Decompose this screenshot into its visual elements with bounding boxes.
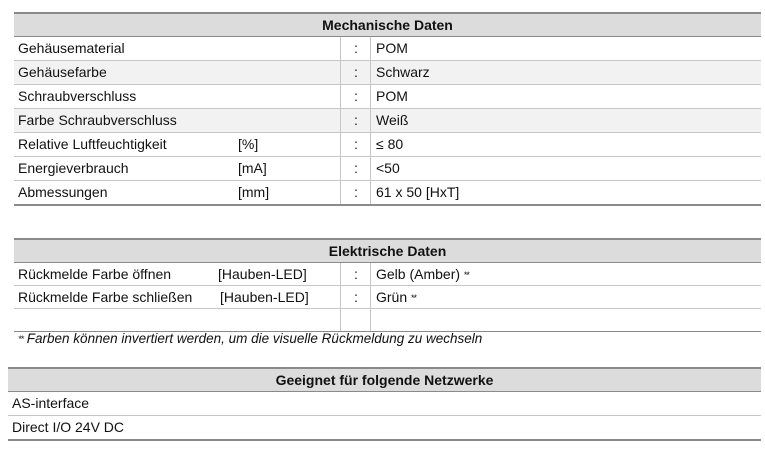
table-row — [14, 61, 761, 85]
table-row — [14, 133, 761, 157]
row-separator: : — [354, 160, 358, 176]
row-separator: : — [354, 266, 358, 282]
electrical-section — [14, 238, 761, 332]
row-label: Gehäusefarbe — [18, 64, 107, 80]
row-label: Energieverbrauch — [18, 160, 129, 176]
mechanical-header: Mechanische Daten — [14, 12, 761, 37]
row-unit: [Hauben-LED] — [218, 266, 307, 282]
row-unit: [mA] — [238, 160, 267, 176]
network-name: AS-interface — [12, 395, 90, 411]
row-separator: : — [354, 40, 358, 56]
row-unit: [mm] — [238, 184, 270, 200]
mechanical-section — [14, 12, 761, 206]
row-value — [376, 286, 416, 308]
row-label: Relative Luftfeuchtigkeit — [18, 136, 167, 152]
row-value: 61 x 50 [HxT] — [376, 184, 460, 200]
row-separator: : — [354, 136, 358, 152]
footnote-mark: ** — [411, 293, 417, 303]
row-label: Abmessungen — [18, 184, 108, 200]
table-row — [14, 263, 761, 286]
row-label: Schraubverschluss — [18, 88, 137, 104]
list-item — [8, 416, 761, 441]
row-value: POM — [376, 88, 408, 104]
table-row — [14, 37, 761, 61]
row-value — [376, 263, 469, 285]
value-text: Grün — [376, 289, 408, 305]
row-label: Rückmelde Farbe öffnen — [18, 266, 172, 282]
row-separator: : — [354, 64, 358, 80]
networks-header: Geeignet für folgende Netzwerke — [8, 367, 761, 392]
row-label: Rückmelde Farbe schließen — [18, 289, 193, 305]
list-item — [8, 392, 761, 416]
row-separator: : — [354, 88, 358, 104]
row-value: POM — [376, 40, 408, 56]
electrical-header: Elektrische Daten — [14, 238, 761, 263]
table-row-empty — [14, 309, 761, 332]
table-row — [14, 109, 761, 133]
row-unit: [Hauben-LED] — [220, 289, 309, 305]
row-separator: : — [354, 112, 358, 128]
table-row — [14, 286, 761, 309]
footnote — [18, 331, 482, 346]
row-value: <50 — [376, 160, 400, 176]
table-row — [14, 157, 761, 181]
footnote-text: Farben können invertiert werden, um die visuelle Rückmeldung zu wechseln — [26, 331, 483, 346]
row-label: Farbe Schraubverschluss — [18, 112, 177, 128]
networks-section — [8, 367, 761, 441]
table-row — [14, 85, 761, 109]
network-name: Direct I/O 24V DC — [12, 419, 125, 435]
row-unit: [%] — [238, 136, 259, 152]
row-value: Schwarz — [376, 64, 430, 80]
table-row — [14, 181, 761, 206]
value-text: Gelb (Amber) — [376, 266, 461, 282]
row-value: ≤ 80 — [376, 136, 404, 152]
footnote-mark: ** — [18, 334, 24, 344]
row-separator: : — [354, 184, 358, 200]
row-value: Weiß — [376, 112, 409, 128]
footnote-mark: ** — [463, 270, 469, 280]
row-separator: : — [354, 289, 358, 305]
row-label: Gehäusematerial — [18, 40, 125, 56]
